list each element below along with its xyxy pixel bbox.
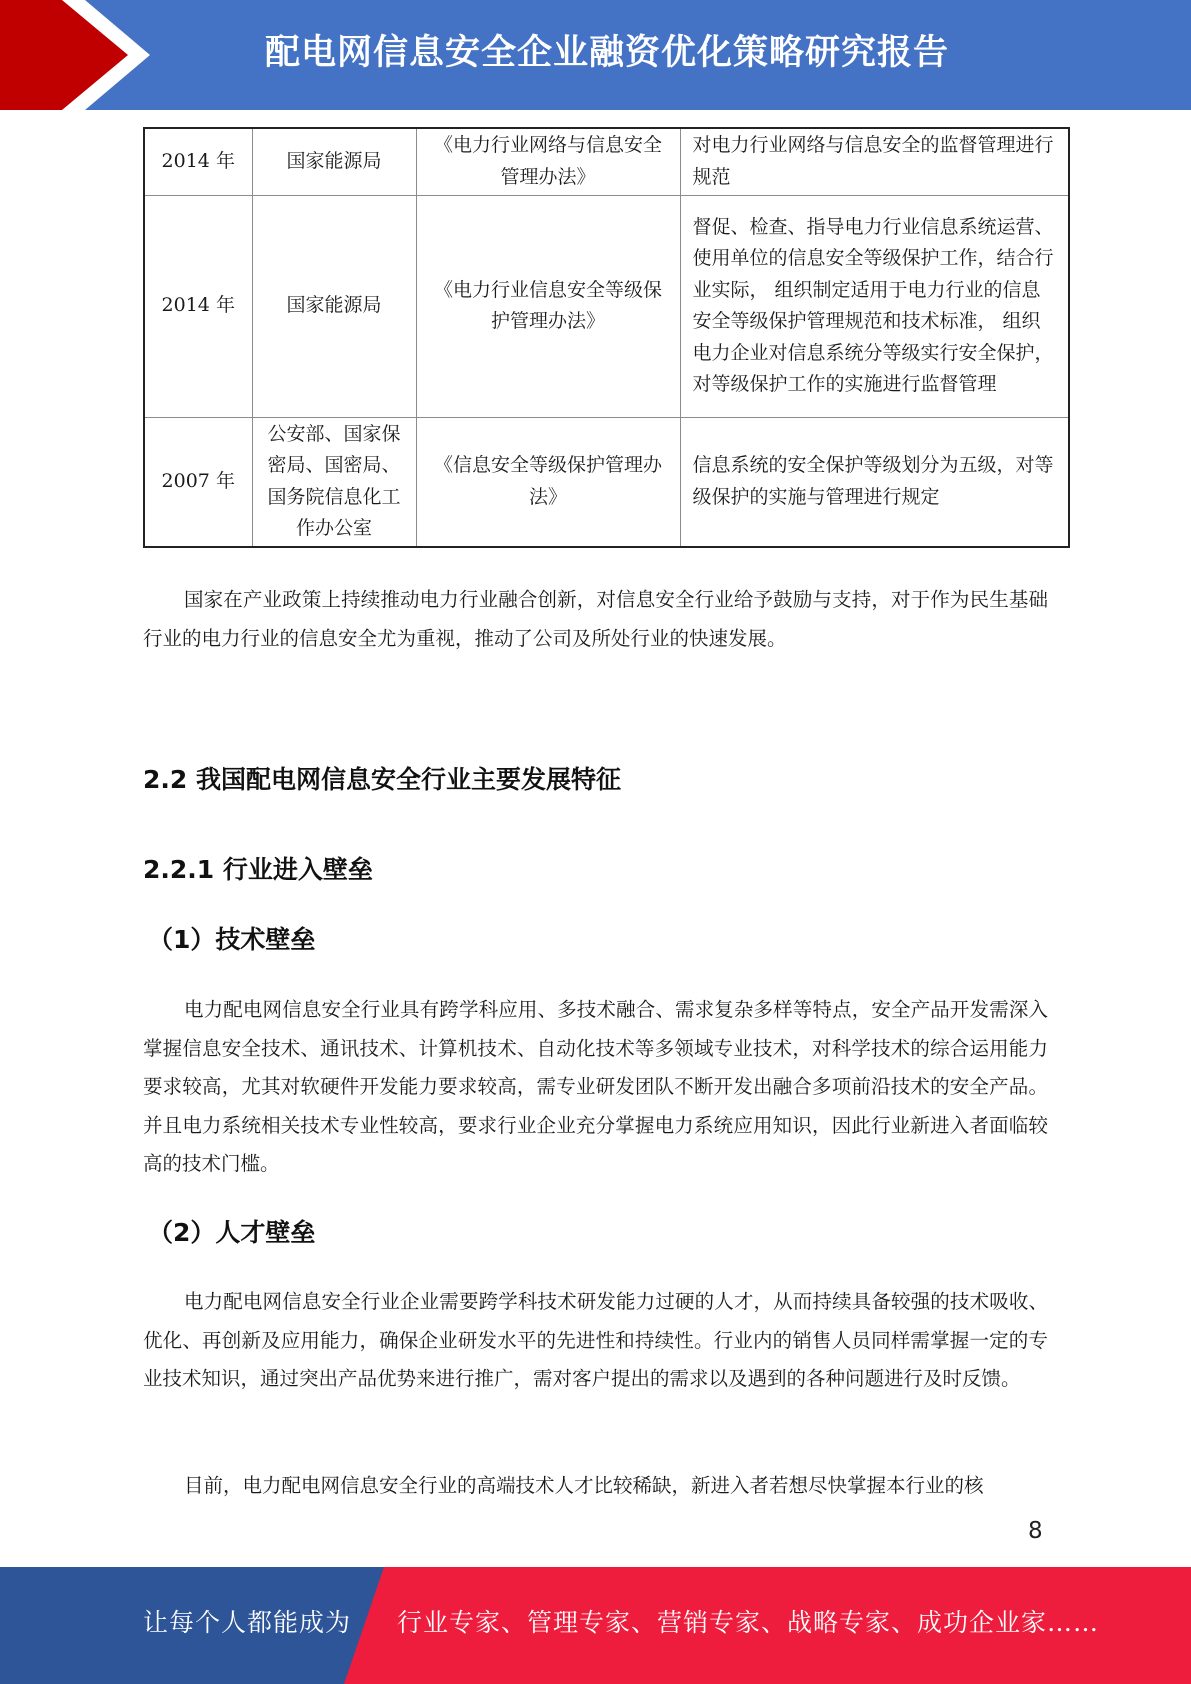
paragraph-technical-barrier: 电力配电网信息安全行业具有跨学科应用、多技术融合、需求复杂多样等特点，安全产品开发需深入掌握信息安全技术、通讯技术、计算机技术、自动化技术等多领域专业技术，对科学技术的综合运用能力要求较高，尤其对软硬件开发能力要求较高，需专业研发团队不断开发出融合多项前沿技术的安全产品。并且电力系统相关技术专业性较高，要求行业企业充分掌握电力系统应用知识，因此行业新进入者面临较高的技术门槛。 [143,998,1048,1175]
page-number: 8 [1028,1518,1043,1544]
year-cell: 2007 年 [144,417,252,547]
description-cell: 对电力行业网络与信息安全的监督管理进行规范 [680,128,1069,195]
page-header [0,0,1191,110]
department-cell: 国家能源局 [252,195,416,417]
subheading-technical-barrier: （1）技术壁垒 [148,925,316,954]
department-cell: 公安部、国家保密局、国密局、国务院信息化工作办公室 [252,417,416,547]
department-cell: 国家能源局 [252,128,416,195]
table-row [144,195,1069,417]
description-cell: 信息系统的安全保护等级划分为五级，对等级保护的实施与管理进行规定 [680,417,1069,547]
report-title: 配电网信息安全企业融资优化策略研究报告 [265,33,950,73]
regulation-name-cell: 《信息安全等级保护管理办法》 [416,417,680,547]
page-footer [0,1567,1191,1684]
section-heading-2-2-1: 2.2.1 行业进入壁垒 [143,855,373,884]
year-cell: 2014 年 [144,128,252,195]
table-row [144,417,1069,547]
section-heading-2-2: 2.2 我国配电网信息安全行业主要发展特征 [143,765,621,794]
footer-slogan-right: 行业专家、管理专家、营销专家、战略专家、成功企业家…… [397,1608,1100,1637]
paragraph-talent-barrier: 电力配电网信息安全行业企业需要跨学科技术研发能力过硬的人才，从而持续具备较强的技术吸收、优化、再创新及应用能力，确保企业研发水平的先进性和持续性。行业内的销售人员同样需掌握一定的专业技术知识，通过突出产品优势来进行推广，需对客户提出的需求以及遇到的各种问题进行及时反馈。 [143,1290,1048,1390]
footer-slogan-left: 让每个人都能成为 [143,1608,352,1637]
paragraph-policy-support: 国家在产业政策上持续推动电力行业融合创新，对信息安全行业给予鼓励与支持，对于作为民生基础行业的电力行业的信息安全尤为重视，推动了公司及所处行业的快速发展。 [143,588,1048,650]
paragraph-talent-shortage: 目前，电力配电网信息安全行业的高端技术人才比较稀缺，新进入者若想尽快掌握本行业的核 [184,1474,984,1497]
regulation-name-cell: 《电力行业信息安全等级保护管理办法》 [416,195,680,417]
description-cell: 督促、检查、指导电力行业信息系统运营、使用单位的信息安全等级保护工作，结合行业实际， 组织制定适用于电力行业的信息安全等级保护管理规范和技术标准， 组织电力企业对信息系统分等级实行安全保护， 对等级保护工作的实施进行监督管理 [680,195,1069,417]
policy-table [143,127,1070,548]
subheading-talent-barrier: （2）人才壁垒 [148,1218,316,1247]
table-row [144,128,1069,195]
regulation-name-cell: 《电力行业网络与信息安全管理办法》 [416,128,680,195]
year-cell: 2014 年 [144,195,252,417]
